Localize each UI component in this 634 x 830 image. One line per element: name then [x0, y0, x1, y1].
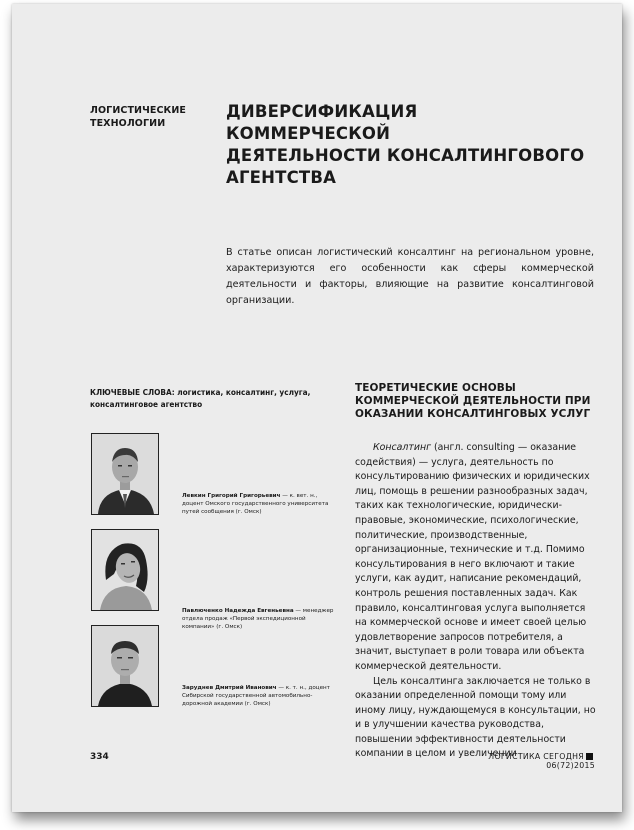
author-photo-2: [91, 529, 159, 611]
paragraph-1-text: (англ. consulting — оказание содействия) — услуга, деятельность по консультированию физических и юридических лиц, помощь в решении разнообразных задач, таких как технологические, юридически-правовые, экономические, психологические, политические, производственные, организационные, технические и т.д. Помимо консультирования в него включают и такие услуги, как аудит, написание рекомендаций, контроль решения поставленных задач. Как правило, консалтинговая услуга выполняется на коммерческой основе и имеет своей целью удовлетворение запросов потребителя, а значит, выступает в роли товара или объекта коммерческой деятельности.: [355, 442, 590, 672]
rubric-line-1: ЛОГИСТИЧЕСКИЕ: [90, 105, 187, 116]
section-rubric: [90, 104, 200, 130]
author-portrait-2: [92, 530, 158, 610]
article-abstract: В статье описан логистический консалтинг на региональном уровне, характеризуются его особенности как сферы коммерческой деятельности и факторы, влияющие на развитие консалтинговой организации.: [226, 247, 594, 306]
author-name-1: Левкин Григорий Григорьевич: [182, 493, 281, 499]
author-photo-3: [91, 625, 159, 707]
author-portrait-3: [92, 626, 158, 706]
author-info-2: [182, 607, 338, 632]
author-desc-3: — к. т. н., доцент Сибирской государственной автомобильно-дорожной академии (г. Омск): [182, 685, 330, 708]
keywords-block: [90, 387, 336, 410]
author-info-1: [182, 492, 338, 517]
author-desc-1: — к. вет. н., доцент Омского государственного университета путей сообщения (г. Омск): [182, 493, 329, 516]
title-line-2: ДЕЯТЕЛЬНОСТИ КОНСАЛТИНГОВОГО: [226, 146, 585, 165]
title-line-3: АГЕНТСТВА: [226, 168, 337, 187]
journal-issue: 06(72)2015: [546, 761, 595, 770]
title-line-1: ДИВЕРСИФИКАЦИЯ КОММЕРЧЕСКОЙ: [226, 102, 418, 143]
article-body: [355, 441, 596, 762]
section-heading: ТЕОРЕТИЧЕСКИЕ ОСНОВЫ КОММЕРЧЕСКОЙ ДЕЯТЕЛЬНОСТИ ПРИ ОКАЗАНИИ КОНСАЛТИНГОВЫХ УСЛУГ: [355, 382, 591, 420]
rubric-line-2: ТЕХНОЛОГИИ: [90, 118, 166, 129]
article-title: [226, 101, 586, 189]
journal-page: [12, 4, 622, 812]
keywords-label: КЛЮЧЕВЫЕ СЛОВА:: [90, 387, 175, 397]
body-paragraph-2: Цель консалтинга заключается не только в оказании определенной помощи тому или иному лицу, нуждающемуся в консультации, но и в улучшении качества руководства, повышении эффективности деятельности компании в целом и увеличении: [355, 675, 596, 760]
page-number: 334: [90, 752, 109, 762]
author-photo-1: [91, 433, 159, 515]
author-desc-2: — менеджер отдела продаж «Первой экспедиционной компании» (г. Омск): [182, 608, 334, 631]
author-portrait-1: [92, 434, 158, 514]
author-name-3: Заруднев Дмитрий Иванович: [182, 685, 277, 691]
author-info-3: [182, 684, 338, 709]
author-name-2: Павлюченко Надежда Евгеньевна: [182, 608, 294, 614]
journal-footer: [440, 752, 595, 770]
body-paragraph-1: [355, 441, 596, 675]
keywords-text: логистика, консалтинг, услуга, консалтинговое агентство: [90, 387, 311, 409]
journal-name: ЛОГИСТИКА СЕГОДНЯ: [488, 752, 584, 761]
term-consulting: Консалтинг: [373, 442, 432, 453]
square-separator-icon: [586, 753, 593, 760]
